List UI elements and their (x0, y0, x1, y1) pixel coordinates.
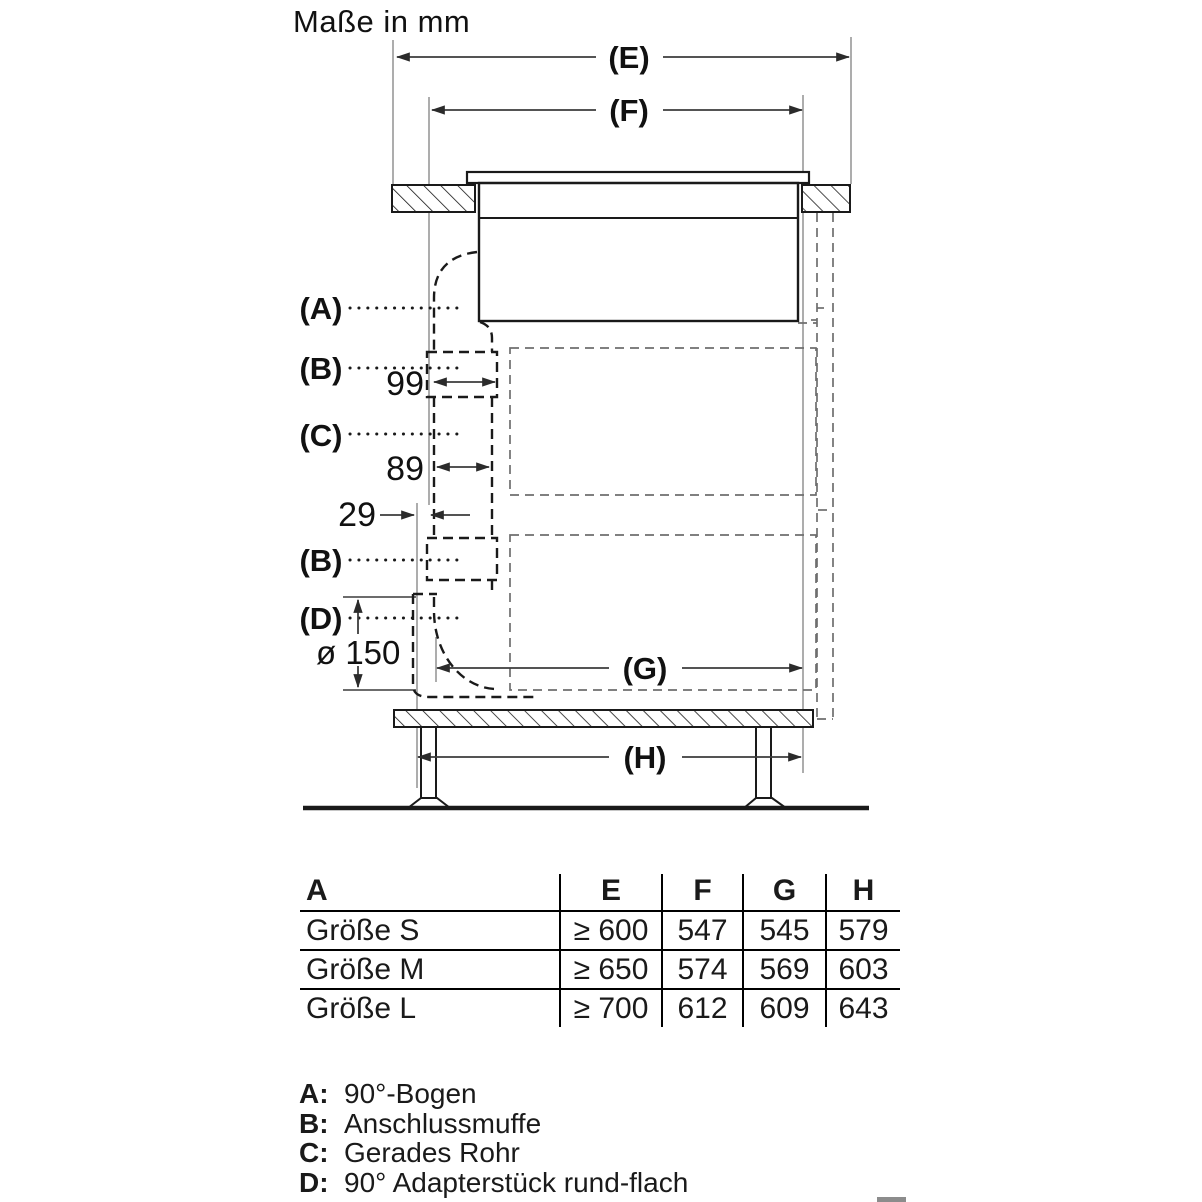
cell-h: 643 (826, 989, 900, 1027)
cell-f: 612 (662, 989, 743, 1027)
table-row (300, 911, 900, 950)
label-dim-h: (H) (623, 740, 667, 775)
table-header-row (300, 874, 900, 911)
cell-g: 569 (743, 950, 826, 989)
legend-key: A: (299, 1078, 329, 1109)
scrollbar-thumb[interactable] (877, 1197, 906, 1202)
label-measure-89: 89 (386, 450, 424, 488)
dimension-lines (358, 57, 849, 757)
label-part-b2: (B) (299, 543, 343, 578)
leg-right (756, 727, 771, 798)
label-part-d: (D) (299, 601, 343, 636)
pipe-muffle-upper (427, 352, 497, 397)
row-label: Größe L (306, 991, 417, 1025)
legend-item-d (299, 1168, 688, 1198)
worktop-left (392, 185, 475, 212)
legend-item-c (299, 1138, 688, 1168)
shelf (394, 710, 813, 727)
legend-item-b (299, 1109, 688, 1139)
cabinet-zone-upper (510, 348, 816, 495)
label-part-c: (C) (299, 418, 343, 453)
cell-f: 574 (662, 950, 743, 989)
extension-lines (343, 37, 851, 788)
pipe-bend-outer (434, 252, 477, 352)
legend-text: Anschlussmuffe (344, 1107, 542, 1139)
hob-top-plate (467, 172, 809, 183)
pipe-adapter-inner (434, 597, 496, 689)
legend-key: D: (299, 1166, 329, 1198)
leg-left (421, 727, 436, 798)
worktop-right (802, 185, 850, 212)
label-part-a: (A) (299, 291, 343, 326)
legend-text: Gerades Rohr (344, 1137, 520, 1169)
label-part-b1: (B) (299, 351, 343, 386)
page-title: Maße in mm (293, 4, 471, 39)
legend-item-a (299, 1079, 688, 1109)
label-measure-dia150: ø 150 (316, 634, 401, 671)
exhaust-pipe (413, 252, 538, 697)
label-dim-g: (G) (622, 651, 668, 686)
hob-body (479, 183, 798, 321)
cell-h: 579 (826, 911, 900, 950)
label-measure-29: 29 (338, 496, 376, 534)
cell-e: ≥ 600 (560, 911, 662, 950)
label-dim-e: (E) (608, 40, 650, 75)
legend-key: C: (299, 1137, 329, 1169)
dimensions-table (300, 874, 900, 1027)
table-row (300, 989, 900, 1027)
legend-text: 90°-Bogen (344, 1078, 477, 1109)
parts-legend (299, 1079, 688, 1197)
label-dim-f: (F) (609, 93, 649, 128)
pipe-adapter-outer (413, 594, 538, 697)
label-measure-99: 99 (386, 365, 424, 403)
legend-text: 90° Adapterstück rund-flach (344, 1166, 689, 1198)
cabinet-dashed-outlines (510, 213, 833, 719)
legend-key: B: (299, 1107, 329, 1139)
cell-g: 609 (743, 989, 826, 1027)
col-header-e: E (560, 874, 662, 911)
table-row (300, 950, 900, 989)
col-header-h: H (826, 874, 900, 911)
row-label: Größe M (300, 950, 560, 989)
pipe-muffle-lower (427, 538, 497, 580)
col-header-g: G (743, 874, 826, 911)
col-header-f: F (662, 874, 743, 911)
cell-f: 547 (662, 911, 743, 950)
cell-e: ≥ 650 (560, 950, 662, 989)
row-label: Größe S (300, 911, 560, 950)
cell-e: ≥ 700 (560, 989, 662, 1027)
pipe-bend-inner (480, 322, 492, 352)
col-header-a: A (300, 874, 560, 911)
cell-h: 603 (826, 950, 900, 989)
furniture-solid (303, 172, 869, 808)
cell-g: 545 (743, 911, 826, 950)
